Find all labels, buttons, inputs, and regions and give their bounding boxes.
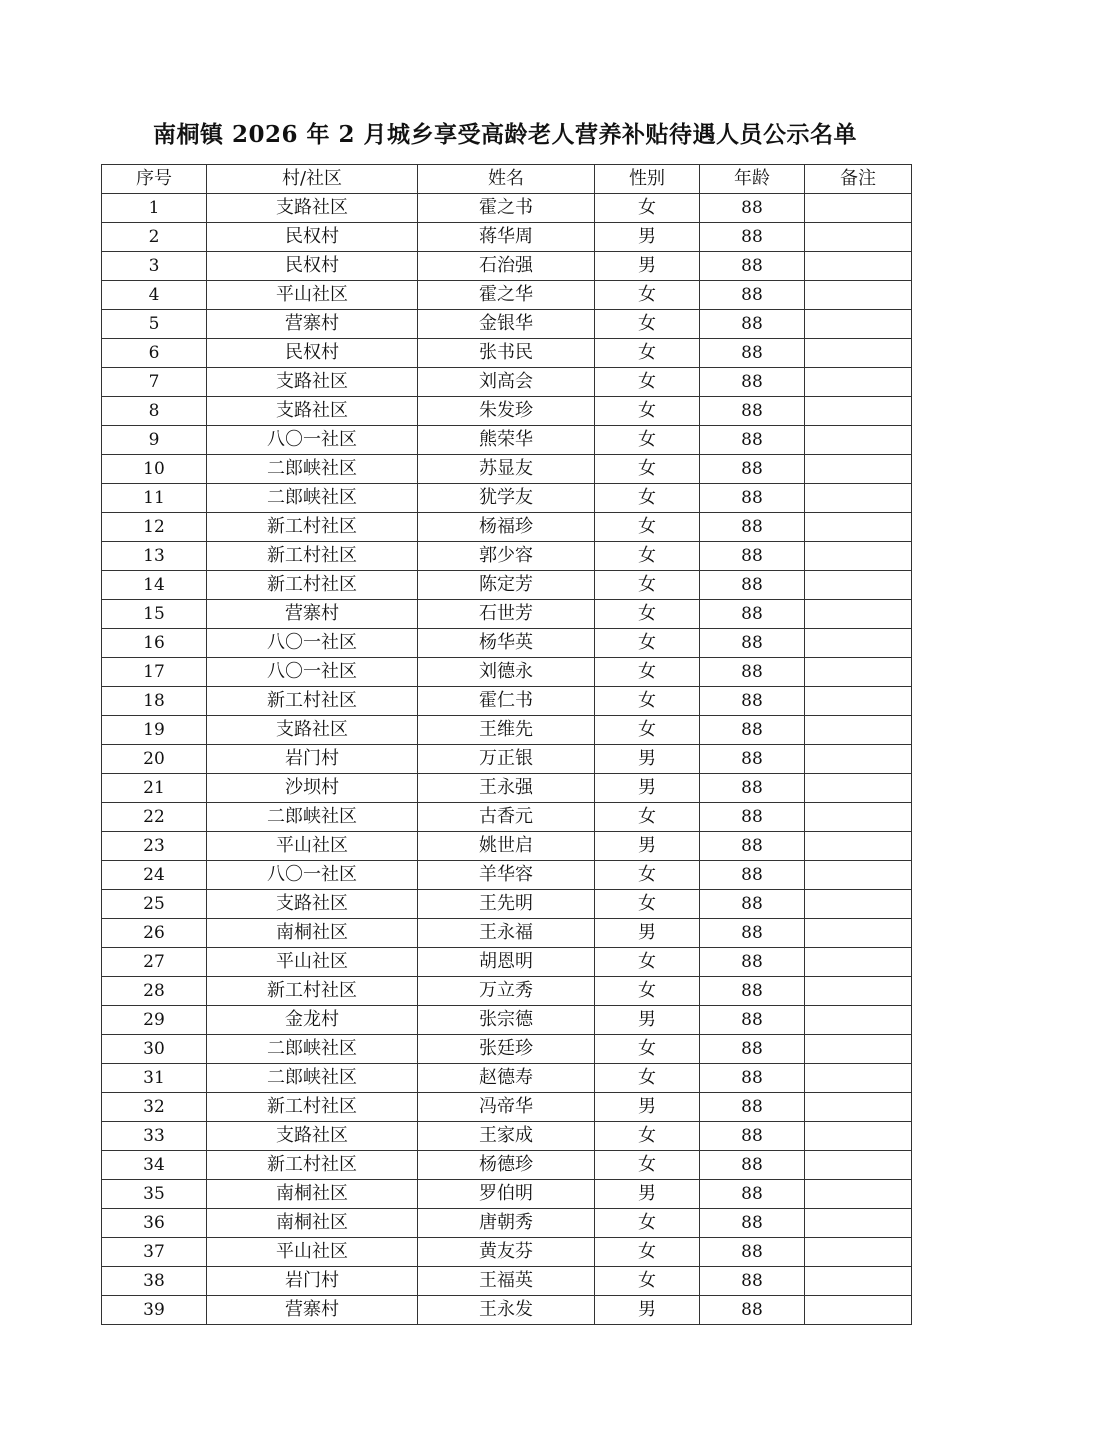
cell-village: 八〇一社区 [207,861,418,890]
cell-index: 19 [102,716,207,745]
cell-gender: 男 [595,1296,700,1325]
cell-remarks [805,1180,912,1209]
cell-gender: 女 [595,455,700,484]
cell-remarks [805,542,912,571]
cell-remarks [805,629,912,658]
cell-remarks [805,774,912,803]
cell-village: 支路社区 [207,194,418,223]
cell-gender: 男 [595,1180,700,1209]
cell-gender: 男 [595,252,700,281]
cell-gender: 女 [595,658,700,687]
table-row [102,600,912,629]
cell-index: 4 [102,281,207,310]
cell-index: 30 [102,1035,207,1064]
cell-remarks [805,368,912,397]
cell-gender: 女 [595,513,700,542]
table-row [102,1209,912,1238]
table-row [102,1122,912,1151]
cell-index: 37 [102,1238,207,1267]
table-row [102,426,912,455]
cell-village: 新工村社区 [207,542,418,571]
cell-age: 88 [700,1035,805,1064]
cell-gender: 女 [595,339,700,368]
cell-gender: 女 [595,977,700,1006]
cell-remarks [805,803,912,832]
cell-village: 营寨村 [207,600,418,629]
cell-village: 岩门村 [207,1267,418,1296]
cell-village: 二郎峡社区 [207,803,418,832]
cell-remarks [805,455,912,484]
cell-index: 24 [102,861,207,890]
header-remarks: 备注 [805,165,912,194]
cell-gender: 女 [595,1122,700,1151]
cell-village: 民权村 [207,339,418,368]
cell-gender: 女 [595,948,700,977]
cell-age: 88 [700,977,805,1006]
cell-index: 34 [102,1151,207,1180]
cell-name: 石治强 [418,252,595,281]
cell-age: 88 [700,281,805,310]
cell-village: 支路社区 [207,397,418,426]
cell-age: 88 [700,513,805,542]
roster-table [101,164,912,1325]
cell-name: 羊华容 [418,861,595,890]
cell-age: 88 [700,1209,805,1238]
cell-age: 88 [700,832,805,861]
cell-age: 88 [700,223,805,252]
cell-remarks [805,658,912,687]
cell-remarks [805,919,912,948]
cell-gender: 男 [595,745,700,774]
table-row [102,571,912,600]
cell-age: 88 [700,194,805,223]
cell-remarks [805,484,912,513]
cell-name: 杨华英 [418,629,595,658]
cell-remarks [805,1267,912,1296]
cell-name: 金银华 [418,310,595,339]
table-row [102,252,912,281]
cell-village: 二郎峡社区 [207,455,418,484]
cell-village: 民权村 [207,223,418,252]
cell-remarks [805,890,912,919]
cell-age: 88 [700,745,805,774]
header-village: 村/社区 [207,165,418,194]
header-index: 序号 [102,165,207,194]
cell-age: 88 [700,1296,805,1325]
cell-name: 赵德寿 [418,1064,595,1093]
table-body [102,194,912,1325]
table-row [102,513,912,542]
cell-name: 胡恩明 [418,948,595,977]
cell-gender: 女 [595,484,700,513]
cell-village: 支路社区 [207,716,418,745]
cell-index: 28 [102,977,207,1006]
table-row [102,1035,912,1064]
cell-village: 营寨村 [207,310,418,339]
cell-name: 犹学友 [418,484,595,513]
cell-age: 88 [700,1064,805,1093]
cell-age: 88 [700,455,805,484]
cell-village: 二郎峡社区 [207,1064,418,1093]
cell-village: 沙坝村 [207,774,418,803]
cell-remarks [805,223,912,252]
cell-index: 12 [102,513,207,542]
cell-gender: 男 [595,1093,700,1122]
table-row [102,194,912,223]
cell-name: 刘高会 [418,368,595,397]
cell-name: 王永强 [418,774,595,803]
cell-index: 22 [102,803,207,832]
cell-index: 20 [102,745,207,774]
cell-gender: 女 [595,194,700,223]
cell-index: 39 [102,1296,207,1325]
cell-name: 霍之华 [418,281,595,310]
cell-remarks [805,600,912,629]
cell-age: 88 [700,600,805,629]
table-row [102,745,912,774]
cell-remarks [805,1006,912,1035]
table-row [102,890,912,919]
cell-village: 支路社区 [207,368,418,397]
cell-gender: 女 [595,426,700,455]
cell-remarks [805,513,912,542]
cell-name: 罗伯明 [418,1180,595,1209]
cell-index: 2 [102,223,207,252]
cell-gender: 男 [595,832,700,861]
cell-age: 88 [700,542,805,571]
table-row [102,484,912,513]
cell-age: 88 [700,658,805,687]
cell-age: 88 [700,368,805,397]
cell-remarks [805,194,912,223]
cell-index: 14 [102,571,207,600]
table-row [102,310,912,339]
cell-index: 31 [102,1064,207,1093]
cell-age: 88 [700,803,805,832]
cell-name: 张廷珍 [418,1035,595,1064]
cell-name: 姚世启 [418,832,595,861]
cell-index: 1 [102,194,207,223]
cell-age: 88 [700,919,805,948]
cell-gender: 女 [595,1064,700,1093]
table-row [102,861,912,890]
cell-village: 二郎峡社区 [207,484,418,513]
cell-remarks [805,310,912,339]
cell-index: 23 [102,832,207,861]
table-row [102,1296,912,1325]
cell-index: 9 [102,426,207,455]
cell-gender: 女 [595,310,700,339]
table-row [102,1238,912,1267]
header-name: 姓名 [418,165,595,194]
cell-village: 新工村社区 [207,571,418,600]
cell-index: 38 [102,1267,207,1296]
table-row [102,1180,912,1209]
table-row [102,339,912,368]
cell-village: 平山社区 [207,1238,418,1267]
cell-age: 88 [700,890,805,919]
cell-name: 蒋华周 [418,223,595,252]
cell-village: 新工村社区 [207,1093,418,1122]
cell-village: 八〇一社区 [207,658,418,687]
cell-name: 杨德珍 [418,1151,595,1180]
cell-remarks [805,1238,912,1267]
cell-name: 古香元 [418,803,595,832]
cell-village: 二郎峡社区 [207,1035,418,1064]
cell-name: 刘德永 [418,658,595,687]
cell-index: 29 [102,1006,207,1035]
cell-age: 88 [700,1238,805,1267]
cell-remarks [805,977,912,1006]
cell-age: 88 [700,861,805,890]
cell-gender: 女 [595,600,700,629]
cell-gender: 女 [595,803,700,832]
cell-age: 88 [700,484,805,513]
table-row [102,1267,912,1296]
cell-remarks [805,1064,912,1093]
cell-name: 王永发 [418,1296,595,1325]
cell-name: 冯帝华 [418,1093,595,1122]
cell-name: 杨福珍 [418,513,595,542]
cell-remarks [805,426,912,455]
table-row [102,1151,912,1180]
cell-gender: 女 [595,890,700,919]
cell-gender: 女 [595,397,700,426]
cell-remarks [805,1093,912,1122]
table-row [102,919,912,948]
cell-village: 南桐社区 [207,1209,418,1238]
cell-gender: 女 [595,1238,700,1267]
cell-name: 苏显友 [418,455,595,484]
cell-gender: 男 [595,919,700,948]
cell-age: 88 [700,397,805,426]
cell-index: 16 [102,629,207,658]
cell-name: 万立秀 [418,977,595,1006]
cell-village: 南桐社区 [207,1180,418,1209]
cell-age: 88 [700,426,805,455]
cell-gender: 女 [595,687,700,716]
cell-gender: 女 [595,861,700,890]
cell-name: 张宗德 [418,1006,595,1035]
cell-village: 新工村社区 [207,977,418,1006]
cell-village: 营寨村 [207,1296,418,1325]
cell-remarks [805,571,912,600]
table-row [102,629,912,658]
cell-gender: 女 [595,1209,700,1238]
cell-village: 新工村社区 [207,1151,418,1180]
cell-village: 岩门村 [207,745,418,774]
cell-name: 黄友芬 [418,1238,595,1267]
cell-remarks [805,832,912,861]
cell-village: 新工村社区 [207,687,418,716]
cell-remarks [805,1035,912,1064]
cell-age: 88 [700,629,805,658]
cell-index: 25 [102,890,207,919]
cell-name: 唐朝秀 [418,1209,595,1238]
cell-index: 15 [102,600,207,629]
cell-name: 王福英 [418,1267,595,1296]
cell-remarks [805,687,912,716]
cell-gender: 女 [595,281,700,310]
cell-village: 八〇一社区 [207,426,418,455]
table-header-row [102,165,912,194]
cell-age: 88 [700,1006,805,1035]
table-row [102,948,912,977]
cell-index: 7 [102,368,207,397]
cell-gender: 女 [595,1267,700,1296]
cell-remarks [805,339,912,368]
header-age: 年龄 [700,165,805,194]
cell-age: 88 [700,571,805,600]
cell-age: 88 [700,716,805,745]
cell-name: 熊荣华 [418,426,595,455]
cell-age: 88 [700,1267,805,1296]
cell-gender: 男 [595,774,700,803]
table-row [102,368,912,397]
cell-gender: 女 [595,629,700,658]
cell-index: 6 [102,339,207,368]
cell-village: 平山社区 [207,948,418,977]
cell-index: 8 [102,397,207,426]
cell-remarks [805,397,912,426]
cell-age: 88 [700,687,805,716]
cell-index: 10 [102,455,207,484]
cell-name: 霍之书 [418,194,595,223]
cell-index: 21 [102,774,207,803]
cell-remarks [805,1122,912,1151]
table-row [102,832,912,861]
cell-index: 3 [102,252,207,281]
cell-index: 18 [102,687,207,716]
cell-remarks [805,1209,912,1238]
cell-age: 88 [700,1093,805,1122]
cell-gender: 女 [595,716,700,745]
table-row [102,1064,912,1093]
cell-remarks [805,745,912,774]
cell-remarks [805,281,912,310]
cell-village: 支路社区 [207,890,418,919]
cell-index: 13 [102,542,207,571]
cell-village: 金龙村 [207,1006,418,1035]
cell-gender: 女 [595,571,700,600]
cell-age: 88 [700,310,805,339]
cell-gender: 女 [595,1035,700,1064]
cell-gender: 女 [595,1151,700,1180]
cell-name: 王先明 [418,890,595,919]
cell-remarks [805,1296,912,1325]
cell-age: 88 [700,1122,805,1151]
table-row [102,658,912,687]
cell-name: 王家成 [418,1122,595,1151]
cell-index: 36 [102,1209,207,1238]
cell-name: 万正银 [418,745,595,774]
page-title: 南桐镇 2026 年 2 月城乡享受高龄老人营养补贴待遇人员公示名单 [152,121,858,148]
cell-age: 88 [700,339,805,368]
cell-index: 11 [102,484,207,513]
cell-remarks [805,861,912,890]
cell-index: 5 [102,310,207,339]
cell-remarks [805,1151,912,1180]
cell-index: 26 [102,919,207,948]
cell-name: 张书民 [418,339,595,368]
cell-index: 17 [102,658,207,687]
table-row [102,455,912,484]
cell-age: 88 [700,1180,805,1209]
cell-name: 石世芳 [418,600,595,629]
cell-village: 平山社区 [207,281,418,310]
cell-remarks [805,948,912,977]
table-row [102,1093,912,1122]
cell-remarks [805,252,912,281]
cell-village: 平山社区 [207,832,418,861]
cell-age: 88 [700,1151,805,1180]
cell-index: 27 [102,948,207,977]
cell-age: 88 [700,774,805,803]
cell-name: 王永福 [418,919,595,948]
cell-name: 郭少容 [418,542,595,571]
cell-age: 88 [700,252,805,281]
cell-gender: 男 [595,1006,700,1035]
cell-index: 33 [102,1122,207,1151]
cell-gender: 女 [595,368,700,397]
cell-remarks [805,716,912,745]
table-row [102,803,912,832]
cell-village: 支路社区 [207,1122,418,1151]
table-row [102,774,912,803]
cell-name: 王维先 [418,716,595,745]
cell-name: 霍仁书 [418,687,595,716]
table-row [102,542,912,571]
cell-village: 民权村 [207,252,418,281]
cell-gender: 男 [595,223,700,252]
table-row [102,397,912,426]
table-row [102,1006,912,1035]
cell-name: 陈定芳 [418,571,595,600]
table-row [102,977,912,1006]
cell-village: 新工村社区 [207,513,418,542]
cell-age: 88 [700,948,805,977]
table-row [102,223,912,252]
cell-name: 朱发珍 [418,397,595,426]
cell-index: 32 [102,1093,207,1122]
cell-village: 八〇一社区 [207,629,418,658]
cell-gender: 女 [595,542,700,571]
table-row [102,281,912,310]
header-gender: 性别 [595,165,700,194]
table-row [102,716,912,745]
table-row [102,687,912,716]
cell-index: 35 [102,1180,207,1209]
cell-village: 南桐社区 [207,919,418,948]
